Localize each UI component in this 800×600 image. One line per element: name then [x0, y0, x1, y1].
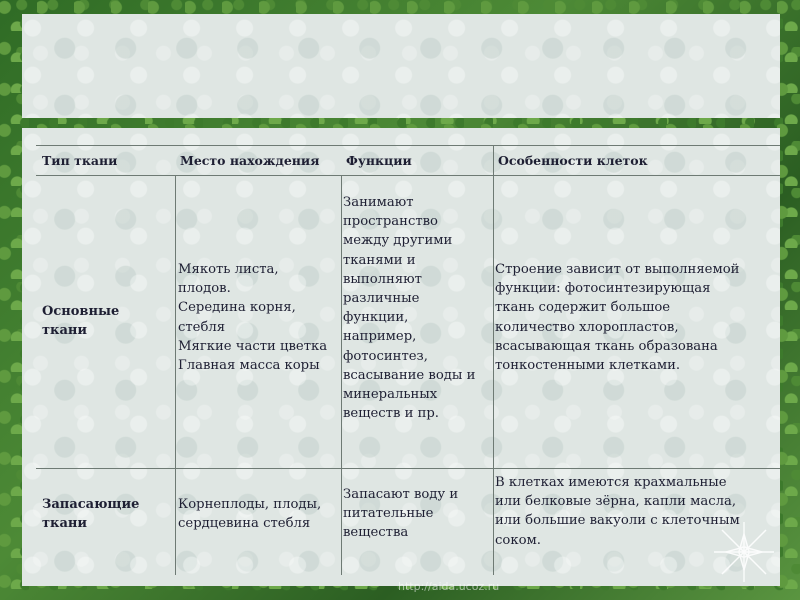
column-divider-3 [493, 145, 494, 575]
table-panel [22, 128, 780, 586]
header-type: Тип ткани [42, 153, 118, 168]
row1-features: Строение зависит от выполняемой функции: фотосинтезирующая ткань содержит большое количество хлоропластов, всасывающая ткань образована тонкостенными клетками. [495, 262, 740, 374]
header-functions: Функции [346, 153, 412, 168]
row1-functions: Занимают пространство между другими тканями и выполняют различные функции, например, фотосинтез, всасывание воды и минеральных веществ и пр. [343, 195, 476, 422]
compass-star-icon [712, 520, 776, 584]
table-top-border [36, 145, 780, 146]
row2-functions: Запасают воду и питательные вещества [343, 487, 459, 541]
row2-features: В клетках имеются крахмальные или белковые зёрна, капли масла, или большие вакуоли с клеточным соком. [495, 475, 740, 548]
row-divider [36, 468, 780, 469]
row2-location: Корнеплоды, плоды, сердцевина стебля [178, 497, 322, 532]
column-divider-1 [175, 175, 176, 575]
column-divider-2 [341, 175, 342, 575]
header-location: Место нахождения [180, 153, 320, 168]
tissue-table [36, 143, 780, 575]
row1-type: Основные ткани [42, 304, 120, 339]
header-bottom-border [36, 175, 780, 176]
title-panel [22, 14, 780, 118]
row2-type: Запасающие ткани [42, 497, 140, 532]
row1-location: Мякоть листа, плодов. Середина корня, стебля Мягкие части цветка Главная масса коры [178, 262, 328, 374]
header-features: Особенности клеток [498, 153, 648, 168]
watermark: http://aida.ucoz.ru [398, 580, 500, 593]
